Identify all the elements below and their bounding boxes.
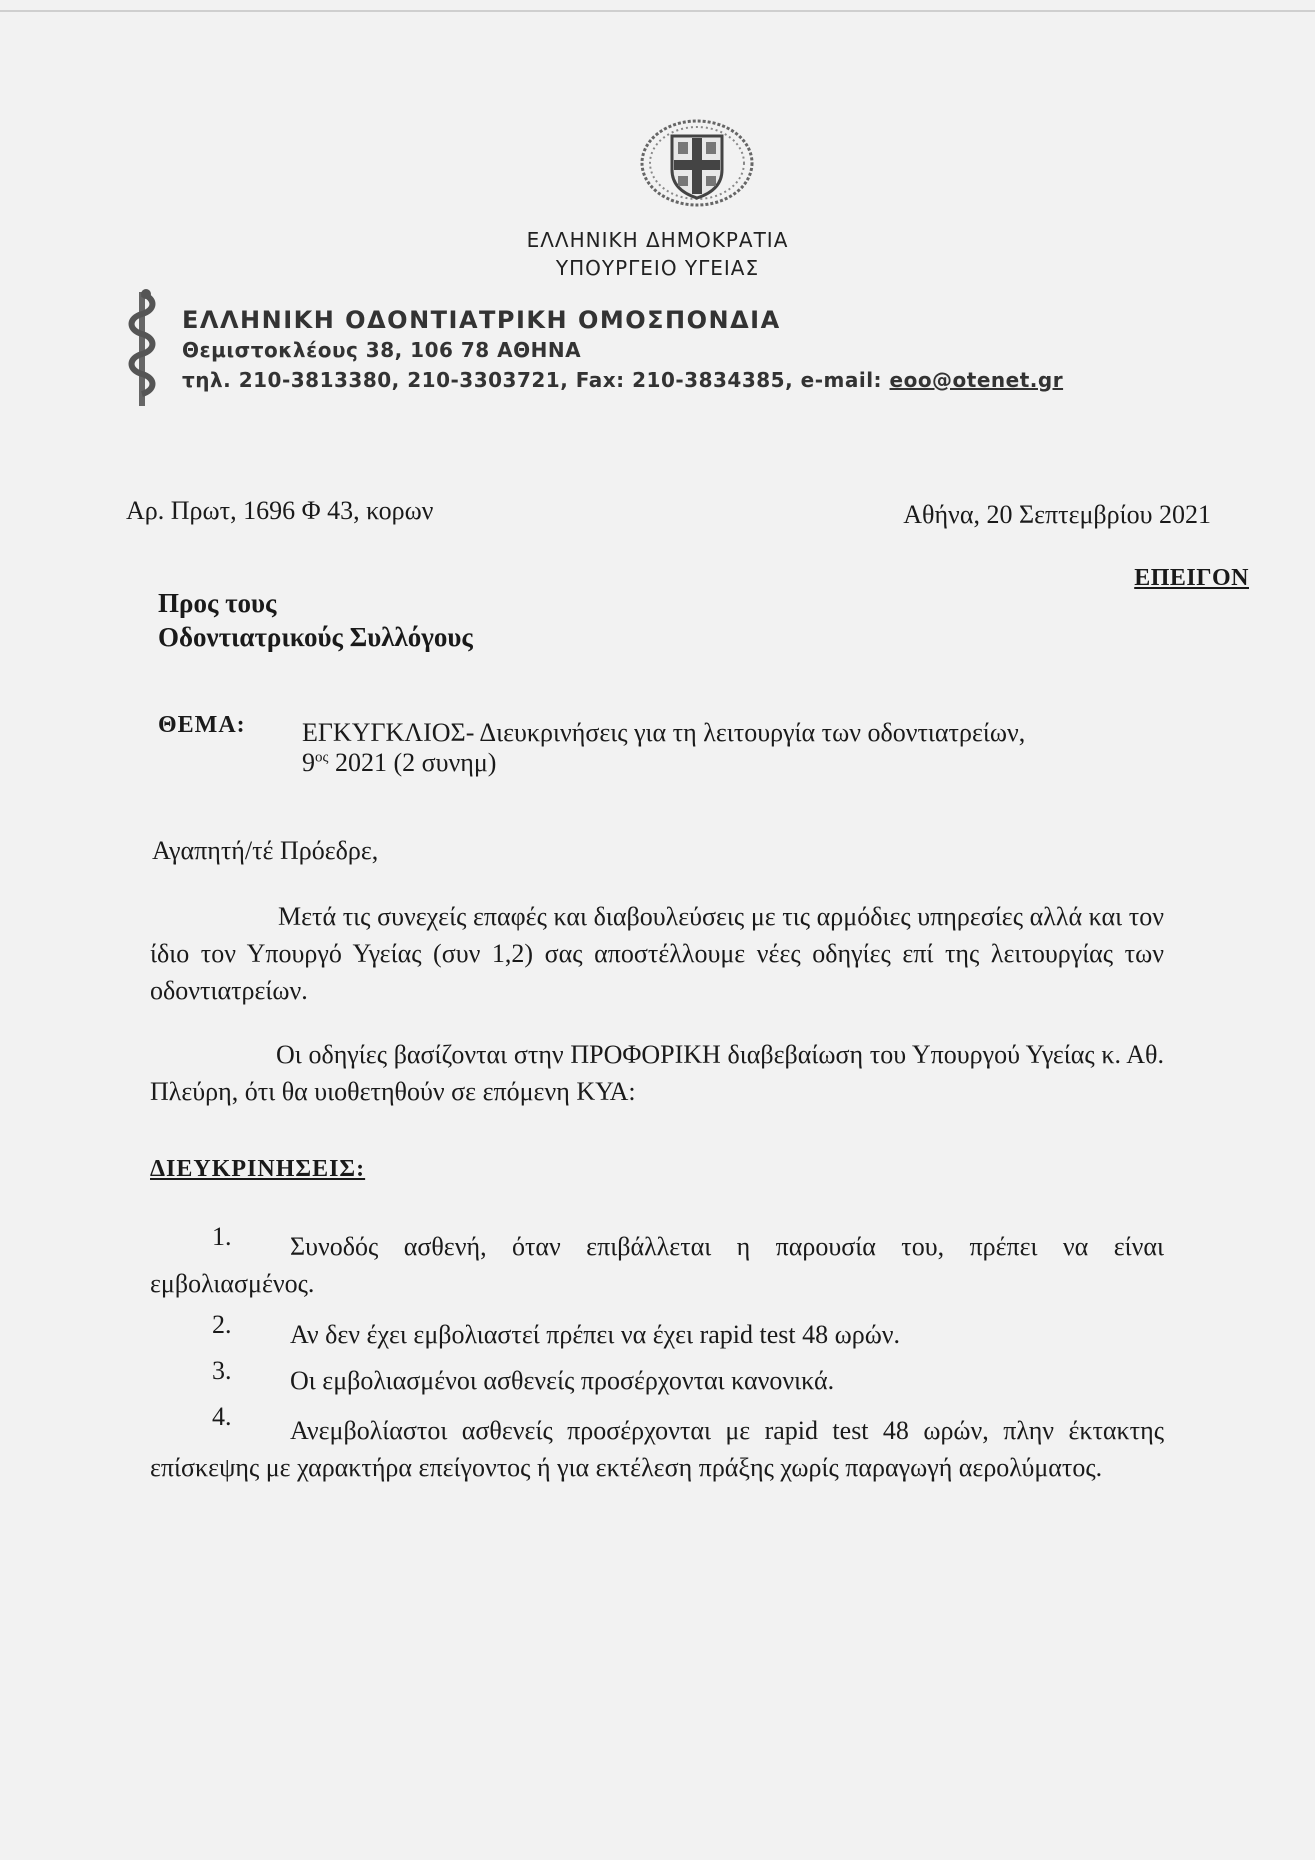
recipient-line-2: Οδοντιατρικούς Συλλόγους (158, 622, 473, 652)
paragraph-1 (150, 898, 1164, 1009)
greek-emblem-icon (636, 118, 758, 208)
email-link[interactable]: eoo@otenet.gr (889, 368, 1064, 392)
letter-date: Αθήνα, 20 Σεπτεμβρίου 2021 (903, 500, 1211, 529)
subject-line-2 (302, 748, 496, 778)
protocol-number: Αρ. Πρωτ, 1696 Φ 43, κορων (126, 496, 434, 525)
salutation: Αγαπητή/τέ Πρόεδρε, (152, 836, 379, 865)
list-item-4-text: Ανεμβολίαστοι ασθενείς προσέρχονται με rapid test 48 ωρών, πλην έκτακτης επίσκεψης με χαρακτήρα επείγοντος ή για εκτέλεση πράξης χωρίς παραγωγή αερολύματος. (150, 1416, 1164, 1482)
header-ministry: ΥΠΟΥΡΓΕΙΟ ΥΓΕΙΑΣ (555, 256, 760, 280)
urgent-label: ΕΠΕΙΓΟΝ (1134, 565, 1249, 591)
federation-name: ΕΛΛΗΝΙΚΗ ΟΔΟΝΤΙΑΤΡΙΚΗ ΟΜΟΣΠΟΝΔΙΑ (182, 306, 781, 334)
federation-address: Θεμιστοκλέους 38, 106 78 ΑΘΗΝΑ (182, 338, 582, 362)
list-item-1-text: Συνοδός ασθενή, όταν επιβάλλεται η παρουσία του, πρέπει να είναι εμβολιασμένος. (150, 1232, 1164, 1298)
list-item-text (150, 1362, 1164, 1399)
subject-ordinal: ος (315, 749, 329, 766)
recipient-line-1: Προς τους (158, 588, 277, 618)
subject-rest: 2021 (2 συνημ) (328, 748, 497, 777)
list-item-number: 3. (212, 1356, 232, 1385)
paragraph-2 (150, 1036, 1164, 1110)
caduceus-logo-icon (122, 286, 162, 408)
paragraph-1-text: Μετά τις συνεχείς επαφές και διαβουλεύσεις με τις αρμόδιες υπηρεσίες αλλά και τον ίδιο τον Υπουργό Υγείας (συν 1,2) σας αποστέλλουμε νέες οδηγίες επί της λειτουργίας των οδοντιατρείων. (150, 902, 1164, 1005)
list-item-number: 2. (212, 1310, 232, 1339)
list-item-text (150, 1316, 1164, 1353)
federation-contact (182, 368, 1063, 392)
list-item-text (150, 1228, 1164, 1302)
list-item-2-text: Αν δεν έχει εμβολιαστεί πρέπει να έχει rapid test 48 ωρών. (290, 1320, 901, 1349)
scan-edge-line (0, 10, 1315, 12)
paragraph-2-text: Οι οδηγίες βασίζονται στην ΠΡΟΦΟΡΙΚΗ διαβεβαίωση του Υπουργού Υγείας κ. Αθ. Πλεύρη, ότι θα υιοθετηθούν σε επόμενη ΚΥΑ: (150, 1040, 1164, 1106)
header-republic: ΕΛΛΗΝΙΚΗ ΔΗΜΟΚΡΑΤΙΑ (526, 228, 789, 252)
subject-label: ΘΕΜΑ: (158, 712, 246, 738)
list-item-3-text: Οι εμβολιασμένοι ασθενείς προσέρχονται κανονικά. (290, 1366, 835, 1395)
list-item-number: 4. (212, 1402, 232, 1431)
subject-line-1: ΕΓΚΥΓΚΛΙΟΣ- Διευκρινήσεις για τη λειτουργία των οδοντιατρείων, (302, 718, 1026, 747)
list-item-text (150, 1412, 1164, 1486)
list-item-number: 1. (212, 1222, 232, 1251)
contact-phones-fax: τηλ. 210-3813380, 210-3303721, Fax: 210-3834385, e-mail: (182, 368, 890, 392)
subject-number: 9 (302, 748, 315, 777)
section-title: ΔΙΕΥΚΡΙΝΗΣΕΙΣ: (150, 1156, 366, 1182)
